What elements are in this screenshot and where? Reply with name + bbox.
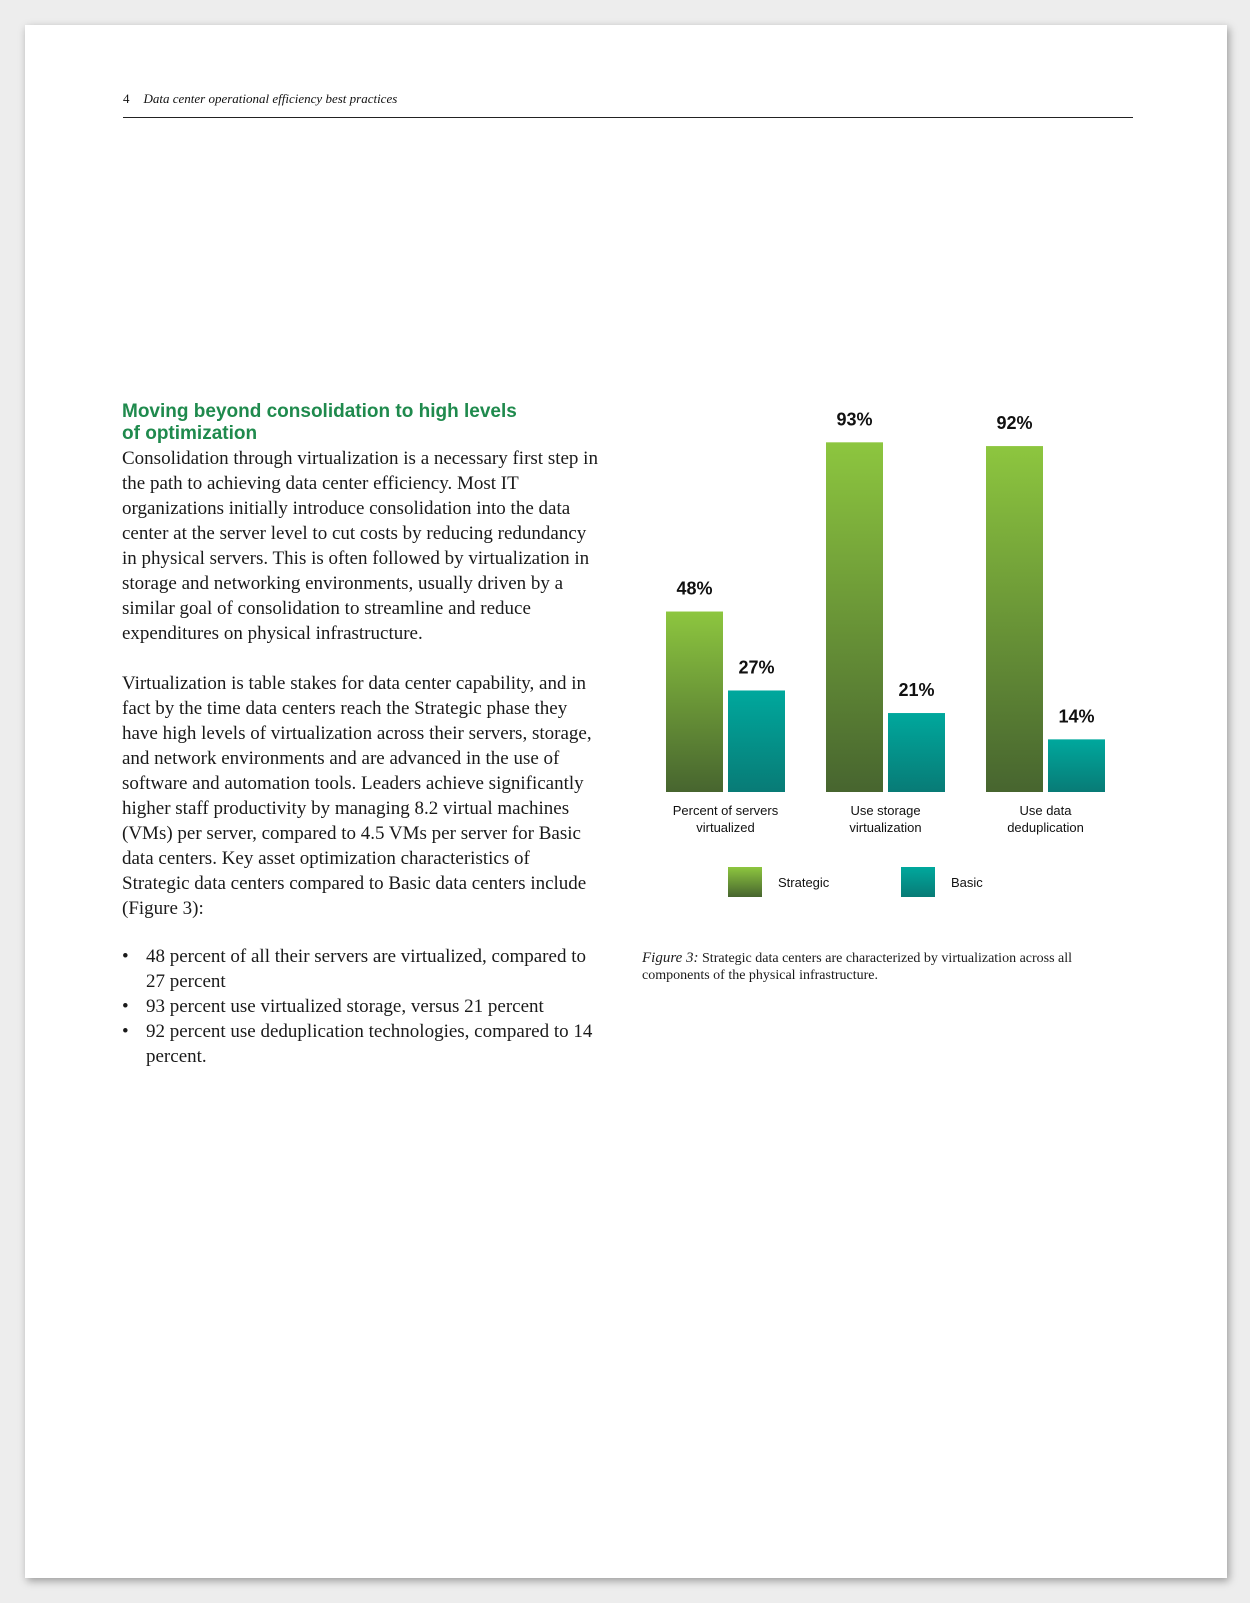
section-heading-line1: Moving beyond consolidation to high levels <box>122 401 517 422</box>
legend-label-basic: Basic <box>951 875 983 890</box>
data-label-strategic-2: 92% <box>996 413 1033 434</box>
legend-label-strategic: Strategic <box>778 875 830 890</box>
category-label-2-1: deduplication <box>1007 820 1084 835</box>
running-header <box>123 91 1133 118</box>
bullet-icon: • <box>122 946 129 967</box>
category-label-2-0: Use data <box>1019 803 1072 818</box>
category-label-0-1: virtualized <box>696 820 755 835</box>
legend-swatch-basic <box>901 867 935 897</box>
chart-canvas <box>625 395 1145 915</box>
data-label-strategic-0: 48% <box>676 578 713 599</box>
bullet-icon: • <box>122 1021 129 1042</box>
figure-label: Figure 3: <box>642 950 699 966</box>
list-item-text: 48 percent of all their servers are virtualized, compared to 27 percent <box>146 946 586 992</box>
page-number: 4 <box>123 91 130 106</box>
bar-strategic-1 <box>826 442 883 792</box>
key-characteristics-list <box>122 944 600 1069</box>
bar-basic-0 <box>728 690 785 792</box>
category-label-1-1: virtualization <box>849 820 922 835</box>
bar-strategic-0 <box>666 612 723 792</box>
document-title: Data center operational efficiency best practices <box>143 91 398 106</box>
bullet-icon: • <box>122 996 129 1017</box>
figure-caption <box>642 950 1122 984</box>
data-label-strategic-1: 93% <box>836 409 873 430</box>
list-item-text: 92 percent use deduplication technologies, compared to 14 percent. <box>146 1021 593 1067</box>
section-heading-line2: of optimization <box>122 423 258 444</box>
paragraph-consolidation: Consolidation through virtualization is a necessary first step in the path to achieving data center efficiency. Most IT organizations initially introduce consolidation into the data center at the server level to cut costs by reducing redundancy in physical servers. This is often followed by virtualization in storage and networking environments, usually driven by a similar goal of consolidation to streamline and reduce expenditures on physical infrastructure. <box>122 448 598 644</box>
section-heading <box>122 401 592 445</box>
figure-caption-text: Strategic data centers are characterized by virtualization across all components of the physical infrastructure. <box>642 951 1073 983</box>
bar-basic-2 <box>1048 739 1105 792</box>
category-label-0-0: Percent of servers <box>672 803 779 818</box>
legend-swatch-strategic <box>728 867 762 897</box>
list-item <box>122 994 600 1019</box>
data-label-basic-2: 14% <box>1058 706 1095 727</box>
category-label-1-0: Use storage <box>850 803 921 818</box>
document-page <box>25 25 1227 1578</box>
list-item-text: 93 percent use virtualized storage, versus 21 percent <box>146 996 544 1017</box>
bar-strategic-2 <box>986 446 1043 792</box>
paragraph-virtualization: Virtualization is table stakes for data center capability, and in fact by the time data centers reach the Strategic phase they have high levels of virtualization across their servers, storage, and network environments and are advanced in the use of software and automation tools. Leaders achieve significantly higher staff productivity by managing 8.2 virtual machines (VMs) per server, compared to 4.5 VMs per server for Basic data centers. Key asset optimization characteristics of Strategic data centers compared to Basic data centers include (Figure 3): <box>122 673 592 919</box>
data-label-basic-1: 21% <box>898 680 935 701</box>
list-item <box>122 1019 600 1069</box>
bar-basic-1 <box>888 713 945 792</box>
data-label-basic-0: 27% <box>738 657 775 678</box>
virtualization-bar-chart <box>625 395 1145 915</box>
list-item <box>122 944 600 994</box>
